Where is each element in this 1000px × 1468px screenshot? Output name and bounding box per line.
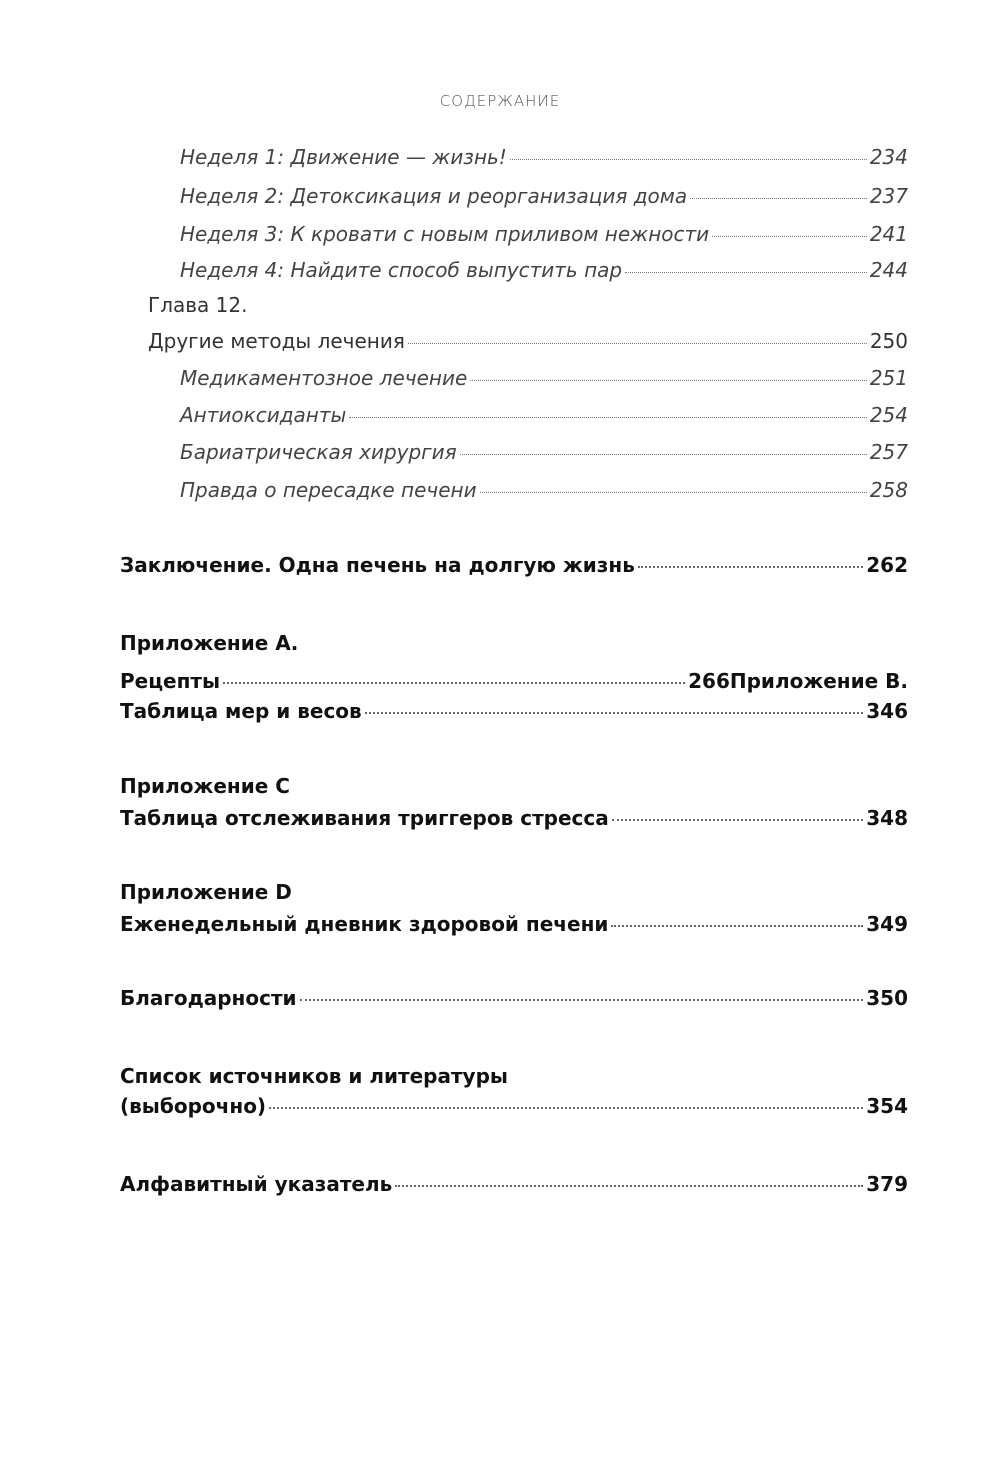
dot-leader [612, 819, 864, 821]
dot-leader [349, 417, 866, 418]
entry-label: Алфавитный указатель [120, 1172, 393, 1196]
entry-label: (выборочно) [120, 1094, 267, 1118]
entry-page: 348 [866, 806, 908, 830]
toc-entry-thanks[interactable] [120, 986, 908, 1014]
toc-entry[interactable] [180, 478, 908, 504]
entry-label: Заключение. Одна печень на долгую жизнь [120, 553, 635, 577]
entry-label: Неделя 4: Найдите способ выпустить пар [180, 258, 623, 282]
toc-entry-index[interactable] [120, 1172, 908, 1200]
dot-leader [712, 236, 867, 237]
dot-leader [690, 198, 867, 199]
toc-entry-chapter[interactable] [148, 329, 908, 355]
entry-label: Таблица отслеживания триггеров стресса [120, 806, 609, 830]
toc-entry-conclusion[interactable] [120, 553, 908, 581]
entry-page: 349 [866, 912, 908, 936]
appendix-d-heading: Приложение D [120, 880, 292, 904]
chapter-number: Глава 12. [148, 293, 248, 317]
entry-page: 350 [866, 986, 908, 1010]
entry-page: 241 [869, 222, 908, 246]
entry-page: 244 [869, 258, 908, 282]
entry-label: Антиоксиданты [180, 403, 347, 427]
entry-page: 379 [866, 1172, 908, 1196]
entry-page: 254 [869, 403, 908, 427]
toc-entry[interactable] [180, 366, 908, 392]
entry-page: 251 [869, 366, 908, 390]
entry-page: 237 [869, 184, 908, 208]
entry-label: Другие методы лечения [148, 329, 405, 353]
dot-leader [365, 712, 864, 714]
entry-page: 346 [866, 699, 908, 723]
entry-page: 354 [866, 1094, 908, 1118]
dot-leader [611, 925, 863, 927]
toc-entry-appendix-d[interactable] [120, 912, 908, 940]
dot-leader [408, 343, 867, 344]
appendix-a-heading: Приложение А. [120, 631, 299, 655]
running-header: СОДЕРЖАНИЕ [439, 92, 561, 110]
toc-entry[interactable] [180, 184, 908, 210]
entry-label: Неделя 2: Детоксикация и реорганизация дома [180, 184, 688, 208]
entry-label: Правда о пересадке печени [180, 478, 477, 502]
entry-page: 250 [869, 329, 908, 353]
entry-label: Бариатрическая хирургия [180, 440, 457, 464]
entry-label: Неделя 3: К кровати с новым приливом нежности [180, 222, 710, 246]
dot-leader [300, 999, 864, 1001]
toc-entry[interactable] [180, 145, 908, 171]
appendix-c-heading: Приложение С [120, 774, 290, 798]
entry-label: Таблица мер и весов [120, 699, 362, 723]
sources-heading: Список источников и литературы [120, 1064, 508, 1088]
entry-label: Медикаментозное лечение [180, 366, 468, 390]
entry-page: 258 [869, 478, 908, 502]
dot-leader [510, 159, 867, 160]
entry-page: 257 [869, 440, 908, 464]
toc-entry[interactable] [180, 403, 908, 429]
toc-entry[interactable] [180, 222, 908, 248]
entry-label: Благодарности [120, 986, 297, 1010]
toc-entry-appendix-a[interactable] [120, 669, 908, 697]
toc-entry-sources[interactable] [120, 1094, 908, 1122]
dot-leader [470, 380, 867, 381]
toc-entry[interactable] [180, 258, 908, 284]
dot-leader [460, 454, 867, 455]
toc-entry-appendix-b[interactable] [120, 699, 908, 727]
entry-label: Неделя 1: Движение — жизнь! [180, 145, 507, 169]
dot-leader [269, 1107, 863, 1109]
entry-label: Рецепты [120, 669, 221, 693]
toc-entry[interactable] [180, 440, 908, 466]
entry-page: 262 [866, 553, 908, 577]
toc-entry-appendix-c[interactable] [120, 806, 908, 834]
dot-leader [223, 682, 685, 684]
dot-leader [480, 492, 867, 493]
dot-leader [625, 272, 867, 273]
entry-page: 234 [869, 145, 908, 169]
entry-label: Еженедельный дневник здоровой печени [120, 912, 609, 936]
dot-leader [638, 566, 863, 568]
entry-page: 266Приложение В. [688, 669, 908, 693]
dot-leader [395, 1185, 863, 1187]
